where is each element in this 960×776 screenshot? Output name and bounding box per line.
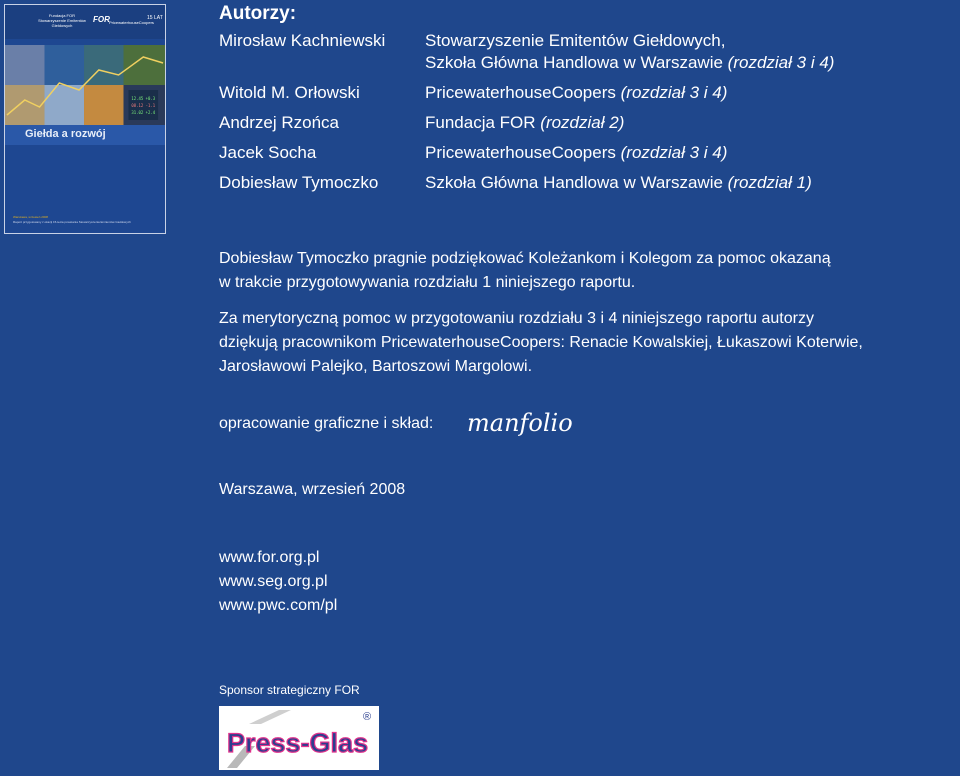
press-glas-logo — [219, 706, 379, 770]
manfolio-logo — [465, 407, 597, 441]
author-affiliation — [425, 82, 727, 104]
svg-text:08.12 -1.1: 08.12 -1.1 — [131, 102, 156, 109]
affiliation-line: Szkoła Główna Handlowa w Warszawie — [425, 53, 723, 72]
affiliation-line: Stowarzyszenie Emitentów Giełdowych, — [425, 31, 726, 50]
place-date: Warszawa, wrzesień 2008 — [219, 481, 406, 498]
paragraph-line: Dobiesław Tymoczko pragnie podziękować Koleżankom i Kolegom za pomoc okazaną — [219, 250, 831, 267]
chapter-note: (rozdział 2) — [540, 113, 625, 132]
author-name: Witold M. Orłowski — [219, 83, 360, 102]
for-logo-small: FOR — [93, 15, 110, 24]
cover-footer — [13, 215, 131, 225]
author-affiliation — [425, 30, 834, 74]
svg-text:Press-Glas: Press-Glas — [227, 728, 369, 758]
chapter-note: (rozdział 3 i 4) — [727, 53, 835, 72]
paragraph-line: Jarosławowi Palejko, Bartoszowi Margolowi. — [219, 358, 533, 375]
cover-header-text: Fundacja FOR Stowarzyszenie Emitentów Giełdowych — [38, 13, 86, 28]
cover-title-band — [5, 125, 165, 145]
svg-text:®: ® — [363, 711, 372, 723]
affiliation-line: Fundacja FOR — [425, 113, 536, 132]
affiliation-line: PricewaterhouseCoopers — [425, 83, 616, 102]
author-name: Andrzej Rzońca — [219, 113, 340, 132]
chapter-note: (rozdział 3 i 4) — [620, 143, 728, 162]
cover-photo-collage — [5, 45, 165, 125]
author-name: Jacek Socha — [219, 143, 317, 162]
paragraph-line: dziękują pracownikom PricewaterhouseCoopers: Renacie Kowalskiej, Łukaszowi Koterwie, — [219, 334, 863, 351]
affiliation-line: PricewaterhouseCoopers — [425, 143, 616, 162]
report-cover-thumbnail — [4, 4, 166, 234]
chapter-note: (rozdział 1) — [727, 173, 812, 192]
cover-title: Giełda a rozwój — [25, 128, 106, 140]
author-name: Dobiesław Tymoczko — [219, 173, 379, 192]
affiliation-line: Szkoła Główna Handlowa w Warszawie — [425, 173, 723, 192]
chapter-note: (rozdział 3 i 4) — [620, 83, 728, 102]
acknowledgement-paragraph-1 — [219, 247, 831, 295]
acknowledgement-paragraph-2 — [219, 307, 863, 379]
author-affiliation — [425, 112, 624, 134]
paragraph-line: w trakcie przygotowywania rozdziału 1 niniejszego raportu. — [219, 274, 636, 291]
graphic-design-credit: opracowanie graficzne i skład: — [219, 415, 434, 432]
pwc-logo-small: PricewaterhouseCoopers — [109, 20, 154, 25]
anniversary-badge: 15 LAT — [147, 15, 163, 21]
cover-footer-note: Raport przygotowany z okazji 15-lecia powstania Stowarzyszenia Emitentów Giełdowych — [13, 220, 131, 224]
website-link[interactable]: www.for.org.pl — [219, 549, 320, 566]
svg-text:12.45 +0.3: 12.45 +0.3 — [131, 95, 156, 102]
author-name: Mirosław Kachniewski — [219, 31, 386, 50]
cover-header — [5, 5, 165, 39]
authors-heading: Autorzy: — [219, 3, 297, 24]
paragraph-line: Za merytoryczną pomoc w przygotowaniu rozdziału 3 i 4 niniejszego raportu autorzy — [219, 310, 814, 327]
author-affiliation — [425, 172, 812, 194]
website-link[interactable]: www.pwc.com/pl — [219, 597, 338, 614]
cover-footer-date: Warszawa, wrzesień 2008 — [13, 215, 48, 219]
website-link[interactable]: www.seg.org.pl — [219, 573, 328, 590]
svg-text:31.02 +2.4: 31.02 +2.4 — [131, 109, 156, 116]
sponsor-label: Sponsor strategiczny FOR — [219, 683, 360, 697]
svg-text:manfolio: manfolio — [467, 409, 573, 437]
author-affiliation — [425, 142, 727, 164]
website-list — [219, 546, 337, 618]
press-glas-logo-graphic — [219, 706, 379, 770]
